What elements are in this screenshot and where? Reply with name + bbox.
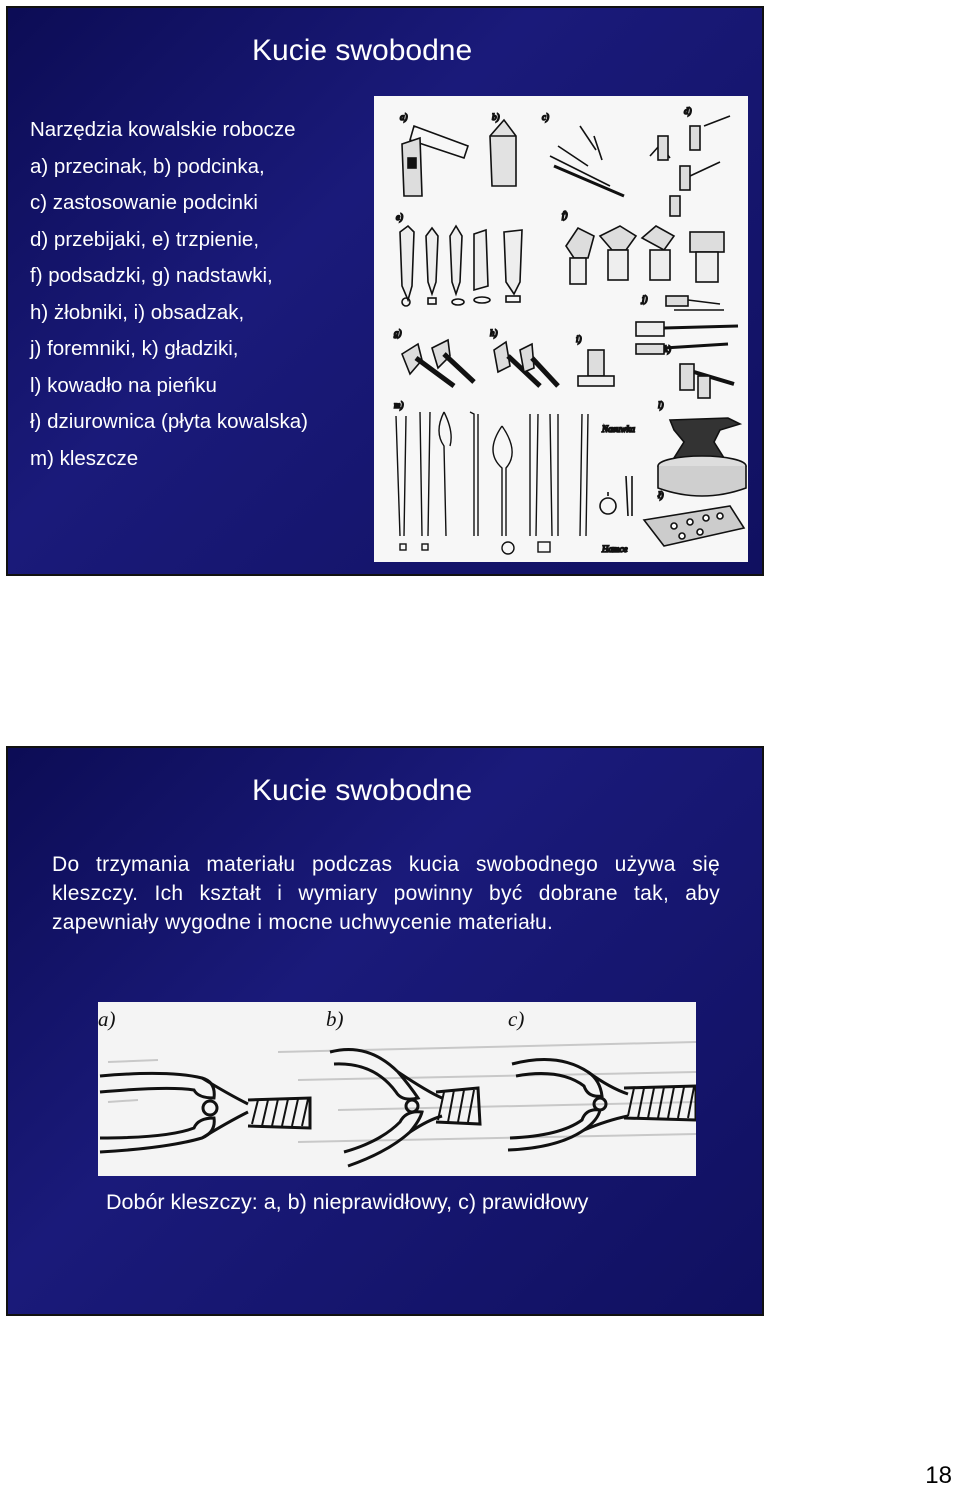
label-l: l) (658, 400, 664, 410)
hardy-icon (490, 120, 516, 186)
label-k: k) (664, 344, 671, 354)
list-item: h) żłobniki, i) obsadzak, (30, 300, 245, 324)
mandrel-icon (400, 226, 522, 306)
label-b: b) (492, 112, 500, 122)
list-item: l) kowadło na pieńku (30, 373, 217, 397)
slide-1-title: Kucie swobodne (252, 34, 473, 67)
flatter-icon (680, 364, 734, 398)
tongs-a-icon (100, 1073, 310, 1152)
slide-1 (6, 6, 764, 576)
list-item: c) zastosowanie podcinki (30, 191, 258, 214)
fuller-icon (402, 340, 474, 386)
label-h: h) (490, 328, 498, 338)
swage-block-icon (644, 506, 744, 546)
label-c: c) (508, 1007, 525, 1031)
label-i: i) (576, 334, 582, 344)
label-f: f) (562, 210, 568, 220)
label-hamce: Hamce (602, 544, 628, 554)
label-j: j) (642, 294, 648, 304)
list-item: a) przecinak, b) podcinka, (30, 154, 265, 178)
figure-caption: Dobór kleszczy: a, b) nieprawidłowy, c) prawidłowy (106, 1190, 589, 1214)
label-g: g) (394, 328, 402, 338)
label-b: b) (326, 1007, 344, 1031)
slide-2 (6, 746, 764, 1316)
list-item: ł) dziurownica (płyta kowalska) (30, 410, 308, 433)
label-l-stroke: ł) (658, 490, 664, 500)
former-icon (636, 296, 738, 354)
page-number: 18 (925, 1462, 952, 1489)
hardy-usage-icon (550, 126, 624, 196)
list-item: f) podsadzki, g) nadstawki, (30, 264, 273, 287)
tongs-selection-figure (98, 1002, 696, 1176)
slide-2-title: Kucie swobodne (252, 774, 473, 807)
label-a: a) (400, 112, 408, 122)
punch-icon (650, 116, 730, 216)
tool-list (30, 112, 308, 477)
ring-tool-icon (600, 476, 632, 516)
label-a: a) (98, 1007, 116, 1031)
tongs-icon (396, 412, 588, 554)
swage-icon (566, 226, 724, 284)
list-item: j) foremniki, k) gładziki, (30, 337, 239, 360)
label-m: m) (394, 400, 404, 410)
setter-icon (578, 350, 614, 386)
blacksmith-tools-figure (374, 96, 748, 562)
chisel-icon (402, 126, 468, 196)
anvil-icon (658, 418, 746, 496)
label-e: e) (396, 212, 403, 222)
slide-2-body: Do trzymania materiału podczas kucia swobodnego używa się kleszczy. Ich kształt i wymiary powinny być dobrane tak, aby zapewniały wygodne i mocne uchwycenie materiału. (52, 853, 720, 934)
label-d: d) (684, 106, 692, 116)
label-nasuwka: Nasuwka (602, 424, 636, 434)
label-c: c) (542, 112, 549, 122)
list-item: m) kleszcze (30, 446, 139, 470)
list-item: Narzędzia kowalskie robocze (30, 118, 296, 141)
groove-tool-icon (494, 342, 558, 386)
list-item: d) przebijaki, e) trzpienie, (30, 227, 260, 251)
